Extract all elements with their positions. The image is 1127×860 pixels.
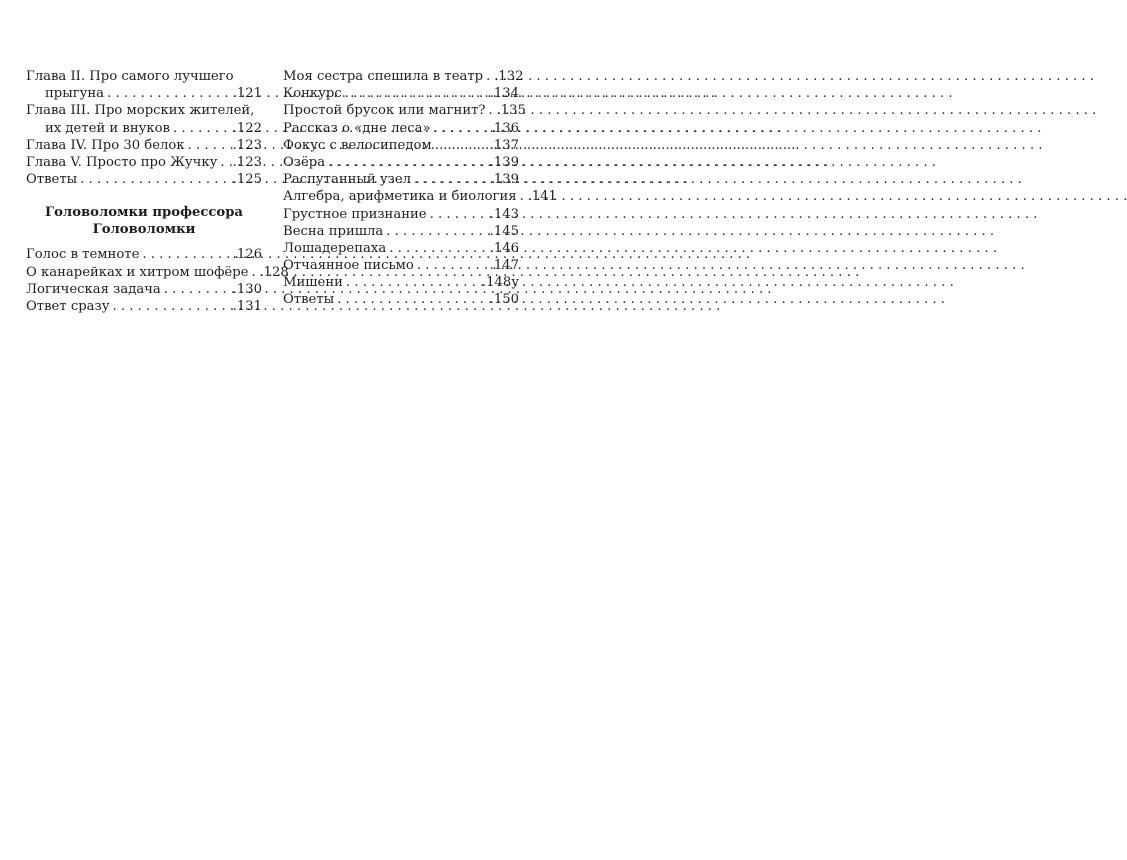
toc-page-number: .123	[232, 154, 262, 170]
toc-entry-answers	[26, 171, 262, 188]
toc-page-number: .126	[232, 247, 262, 263]
toc-right-column	[283, 68, 557, 309]
toc-entry	[283, 85, 519, 102]
dot-leader	[435, 137, 488, 154]
dot-leader	[345, 85, 488, 102]
toc-page-number: .146	[489, 240, 519, 256]
dot-leader	[346, 274, 480, 291]
toc-page-number: .122	[232, 120, 262, 136]
dot-leader	[386, 223, 487, 240]
toc-entry-chapter-4	[26, 137, 262, 154]
toc-entry-title: Грустное признание	[283, 206, 427, 222]
toc-page-number: .143	[489, 206, 519, 222]
toc-entry	[283, 188, 557, 205]
dot-leader	[414, 171, 488, 188]
toc-entry-title: Ответы	[26, 172, 78, 188]
toc-entry	[283, 291, 519, 308]
dot-leader	[173, 120, 231, 137]
toc-page-number: .128	[259, 264, 289, 280]
toc-page-number: .147	[489, 258, 519, 274]
dot-leader	[188, 137, 231, 154]
toc-entry	[283, 120, 519, 137]
toc-entry-title: Рассказ о «дне леса»	[283, 120, 431, 136]
dot-leader	[80, 171, 230, 188]
toc-entry	[283, 274, 519, 291]
toc-entry	[283, 171, 519, 188]
toc-entry-title: Логическая задача	[26, 281, 161, 297]
toc-page-number: .130	[232, 281, 262, 297]
section-heading-line: Головоломки профессора	[45, 205, 243, 221]
section-heading	[26, 204, 262, 238]
toc-entry-title: Распутанный узел	[283, 172, 412, 188]
toc-entry-title: Глава III. Про морских жителей,	[26, 103, 255, 119]
toc-entry-chapter-5	[26, 154, 262, 171]
toc-entry	[26, 246, 262, 263]
toc-entry	[283, 223, 519, 240]
toc-page-number: .137	[489, 137, 519, 153]
toc-page-number: .125	[232, 172, 262, 188]
dot-leader	[164, 281, 231, 298]
dot-leader	[112, 298, 230, 315]
section-heading-line: Головоломки	[92, 222, 196, 238]
toc-entry-title: Глава IV. Про 30 белок	[26, 137, 185, 153]
toc-page-number: .139	[489, 154, 519, 170]
toc-entry	[26, 281, 262, 298]
toc-entry-title: Ответ сразу	[26, 298, 110, 314]
toc-entry-chapter-2	[26, 68, 262, 102]
toc-entry-title: Голос в темноте	[26, 247, 140, 263]
toc-entry-title: Озёра	[283, 154, 326, 170]
toc-entry	[283, 68, 524, 85]
dot-leader	[389, 240, 487, 257]
toc-entry	[283, 206, 519, 223]
dot-leader	[142, 246, 230, 263]
toc-page-number: .134	[489, 86, 519, 102]
toc-entry	[283, 137, 519, 154]
toc-entry	[283, 154, 519, 171]
toc-page-number: .150	[489, 292, 519, 308]
toc-entry-title: Простой брусок или магнит?	[283, 103, 486, 119]
dot-leader	[520, 188, 526, 205]
dot-leader	[486, 68, 492, 85]
toc-entry-title: Моя сестра спешила в театр	[283, 69, 484, 84]
toc-page-number: .123	[232, 137, 262, 153]
toc-page-number: .139	[489, 172, 519, 188]
toc-entry	[26, 264, 289, 281]
toc-entry-title: О канарейках и хитром шофёре	[26, 264, 249, 280]
toc-entry-title-continued: их детей и внуков	[45, 120, 170, 136]
toc-entry-chapter-3	[26, 102, 262, 136]
toc-entry-title: Лошадерепаха	[283, 240, 387, 256]
toc-entry	[26, 298, 262, 315]
toc-left-column	[26, 68, 289, 315]
toc-page-number: .141	[527, 189, 557, 205]
toc-page-number: .135	[496, 103, 526, 119]
toc-entry-title: Конкурс	[283, 86, 342, 102]
dot-leader	[430, 206, 488, 223]
toc-page-number: .132	[494, 69, 524, 84]
toc-entry	[283, 102, 526, 119]
dot-leader	[337, 291, 487, 308]
toc-entry-title: Ответы	[283, 292, 335, 308]
toc-entry-title: Мишени	[283, 275, 343, 291]
toc-entry-title: Глава II. Про самого лучшего	[26, 69, 234, 84]
dot-leader	[107, 85, 231, 102]
toc-entry-title: Фокус с велосипедом	[283, 137, 432, 153]
toc-page-number: .148у	[481, 275, 519, 291]
dot-leader	[434, 120, 488, 137]
toc-entry-title: Алгебра, арифметика и биология	[283, 189, 517, 205]
toc-page-number: .131	[232, 298, 262, 314]
toc-entry-title: Глава V. Просто про Жучку	[26, 154, 218, 170]
toc-page-number: .136	[489, 120, 519, 136]
toc-entry-title: Отчаянное письмо	[283, 258, 414, 274]
dot-leader	[220, 154, 230, 171]
toc-entry-title-continued: прыгуна	[45, 86, 105, 102]
dot-leader	[489, 102, 495, 119]
toc-page-number: .121	[232, 86, 262, 102]
toc-page-number: .145	[489, 223, 519, 239]
toc-entry-title: Весна пришла	[283, 223, 384, 239]
toc-entry	[283, 240, 519, 257]
dot-leader	[417, 257, 488, 274]
dot-leader	[328, 154, 488, 171]
toc-entry	[283, 257, 519, 274]
dot-leader	[251, 264, 257, 281]
